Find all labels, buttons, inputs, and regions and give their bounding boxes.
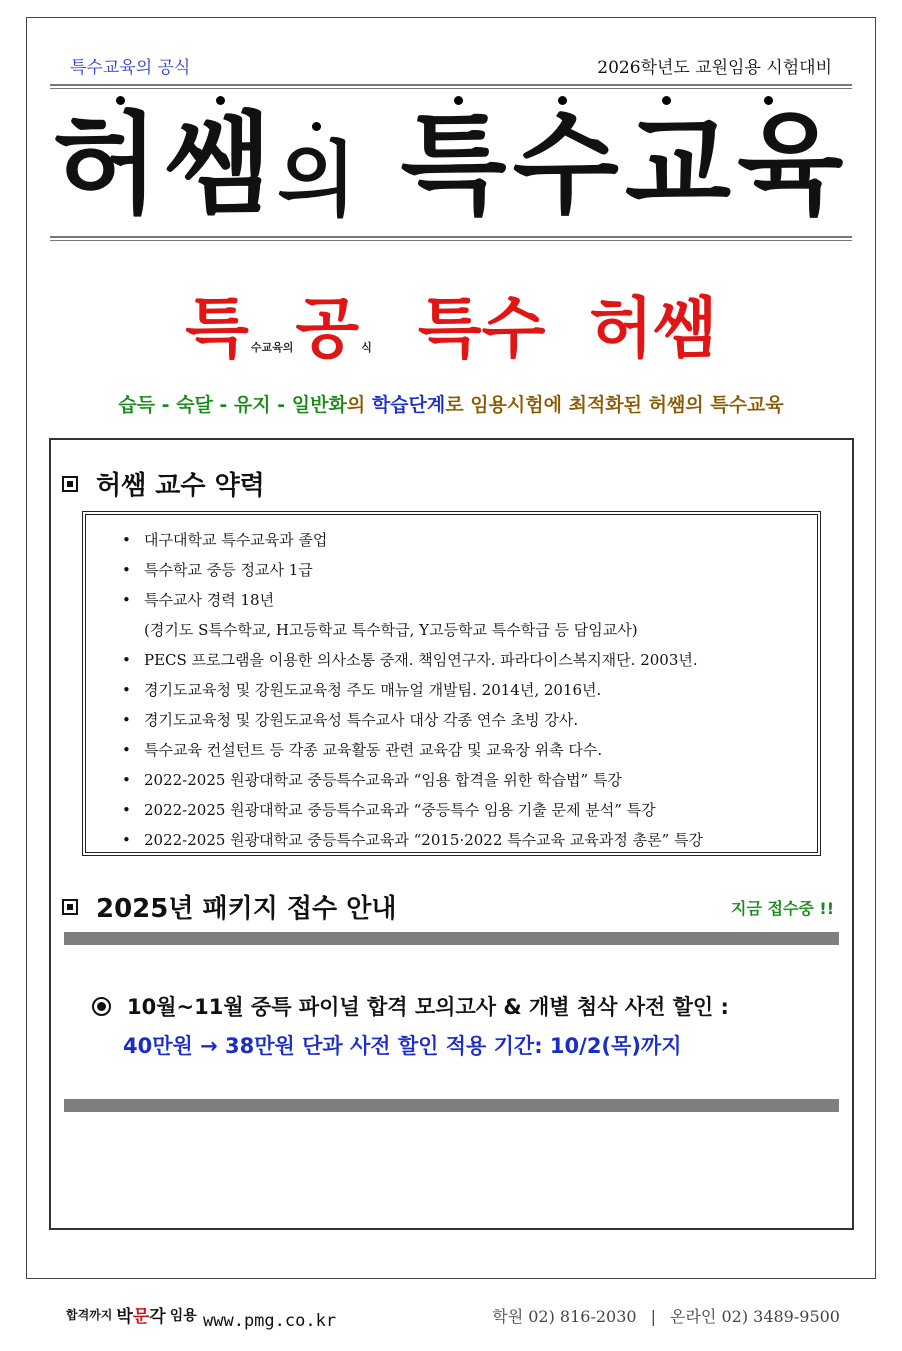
profile-heading-text: 허쌤 교수 약력 [96,471,265,501]
website-link[interactable]: www.pmg.co.kr [203,1311,337,1331]
main-title-part3: 특수교육 [400,101,850,229]
tagline-learning-stage: 학습단계 [371,394,446,416]
divider-bar-top [64,932,839,945]
main-title [50,100,852,230]
main-title-part2: 의 [277,133,363,228]
divider-bar-bottom [64,1099,839,1112]
slogan-small-2: 식 [361,341,372,354]
profile-list-item: • 경기도교육청 및 강원도교육청 주도 매뉴얼 개발팀. 2014년, 2016년. [122,675,817,705]
profile-list-item: • 특수학교 중등 정교사 1급 [122,555,817,585]
contact-separator: | [650,1307,656,1326]
profile-heading [62,465,265,502]
profile-list-item: • 2022-2025 원광대학교 중등특수교육과 “2015·2022 특수교육 교육과정 총론” 특강 [122,825,817,855]
profile-list-item: • 경기도교육청 및 강원도교육성 특수교사 대상 각종 연수 초빙 강사. [122,705,817,735]
promo-line-1-text: 10월~11월 중특 파이널 합격 모의고사 & 개별 첨삭 사전 할인 : [127,995,729,1019]
package-heading [62,888,396,925]
tagline-brand: 허쌤의 특수교육 [648,394,784,416]
logo-suffix: 임용 [169,1307,197,1324]
main-title-part1: 허쌤 [52,101,278,229]
tagline-optimized: 로 임용시험에 최적화된 [445,394,649,416]
slogan-word-3: 특수 [417,290,546,367]
profile-list-item: • 특수교사 경력 18년 [122,585,817,615]
logo-prefix: 합격까지 [66,1308,113,1322]
title-bottom-rule [50,236,852,241]
online-phone: 온라인 02) 3489-9500 [670,1307,840,1326]
contact-info [492,1304,840,1327]
publisher-logo [66,1302,197,1327]
slogan [0,290,902,367]
academy-phone: 학원 02) 816-2030 [492,1307,637,1326]
promo-line-2: 40만원 → 38만원 단과 사전 할인 적용 기간: 10/2(목)까지 [123,1034,682,1058]
profile-list-item: • 특수교육 컨설턴트 등 각종 교육활동 관련 교육감 및 교육장 위촉 다수. [122,735,817,765]
profile-list-item: • 2022-2025 원광대학교 중등특수교육과 “중등특수 임용 기출 문제 분석” 특강 [122,795,817,825]
profile-list-item: • 2022-2025 원광대학교 중등특수교육과 “임용 합격을 위한 학습법” 특강 [122,765,817,795]
header-left-label: 특수교육의 공식 [70,58,191,78]
radio-bullet-icon [92,997,111,1016]
profile-list-item: • 대구대학교 특수교육과 졸업 [122,525,817,555]
profile-list-item: • PECS 프로그램을 이용한 의사소통 중재. 책임연구자. 파라다이스복지재단. 2003년. [122,645,817,675]
profile-box [82,511,821,856]
slogan-char-2: 공 [295,290,360,367]
square-bullet-icon [62,476,78,492]
status-badge: 지금 접수중 !! [730,899,834,918]
promo-line-1 [92,991,729,1021]
title-top-rule [50,84,852,89]
slogan-word-4: 허쌤 [589,290,717,367]
tagline-of: 의 [346,394,372,416]
logo-brand: 박문각 [116,1307,166,1327]
package-heading-text: 2025년 패키지 접수 안내 [96,894,397,924]
tagline [0,390,902,417]
profile-list-item: (경기도 S특수학교, H고등학교 특수학급, Y고등학교 특수학급 등 담임교사) [144,621,638,639]
header-right-label: 2026학년도 교원임용 시험대비 [597,58,832,78]
slogan-char-1: 특 [185,290,249,367]
square-bullet-icon [62,899,78,915]
profile-list [122,525,817,855]
slogan-small-1: 수교육의 [250,341,294,354]
tagline-stages: 습득 - 숙달 - 유지 - 일반화 [118,394,347,416]
